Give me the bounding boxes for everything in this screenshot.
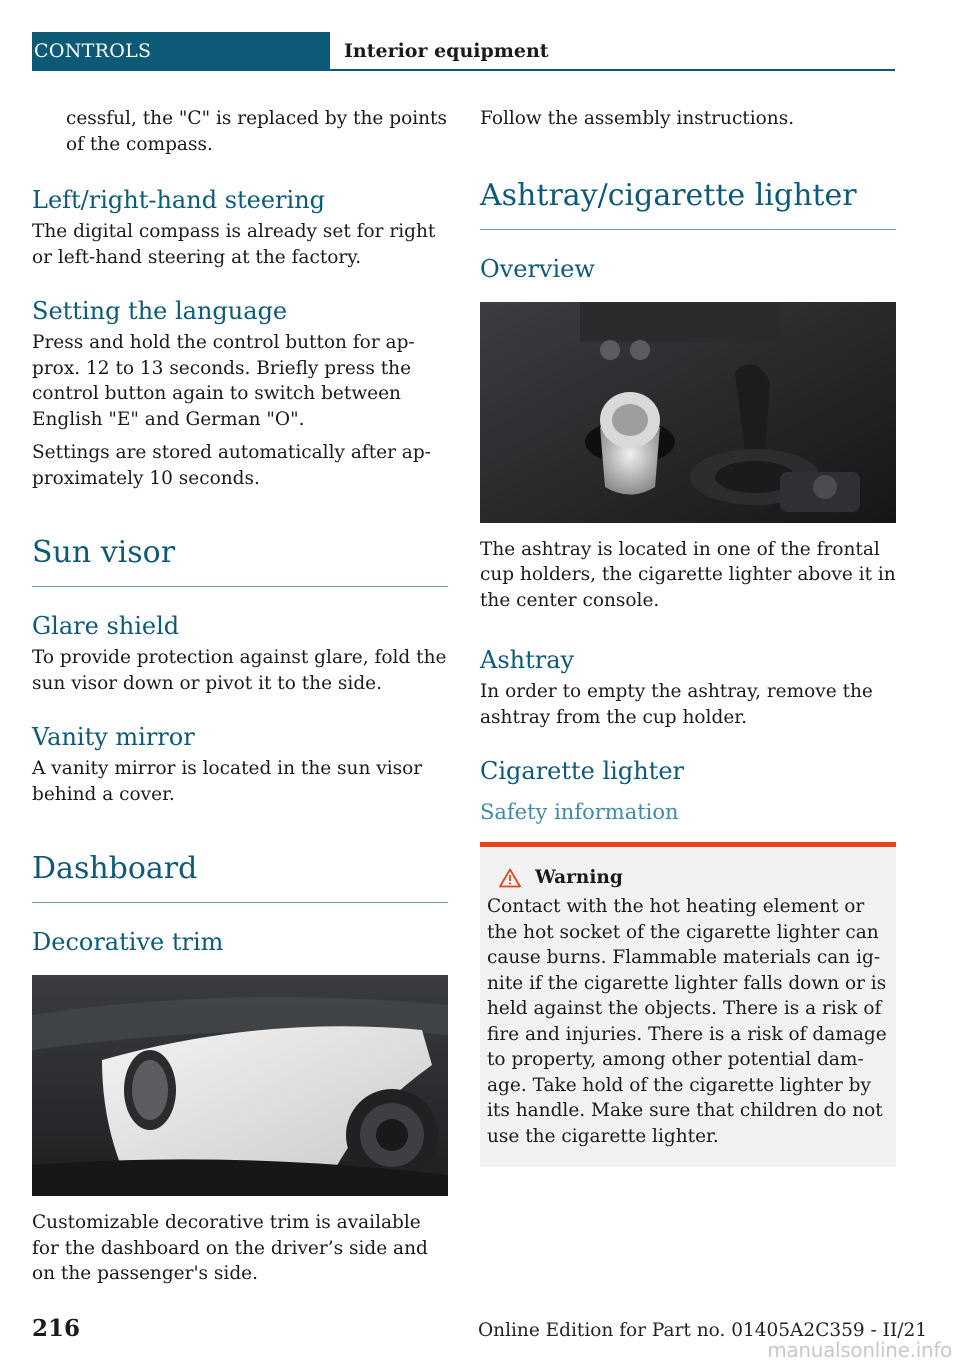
ashtray-heading: Ashtray	[480, 646, 575, 674]
warning-text: Contact with the hot heating element or the hot socket of the cigarette lighter can cause burns. Flammable materials can ig‐ nite if the cigarette lighter falls down or is held against the objects. There is a risk of fire and injuries. There is a risk of damage to property, among other potential dam‐ age. Take hold of the cigarette lighter by its handle. Make sure that children do not use the cigarette lighter.	[487, 896, 887, 1147]
language-heading: Setting the language	[32, 297, 288, 325]
intro-paragraph: cessful, the "C" is replaced by the points of the compass.	[66, 108, 447, 155]
steering-heading: Left/right-hand steering	[32, 186, 326, 214]
vanity-paragraph: A vanity mirror is located in the sun visor behind a cover.	[32, 758, 423, 805]
sunvisor-heading: Sun visor	[32, 535, 448, 587]
warning-header	[487, 867, 888, 888]
warning-box	[480, 842, 896, 1167]
ashtray-paragraph: In order to empty the ashtray, remove the ashtray from the cup holder.	[480, 681, 873, 728]
ashtray-lighter-heading: Ashtray/cigarette lighter	[480, 178, 896, 230]
steering-paragraph: The digital compass is already set for right or left-hand steering at the factory.	[32, 221, 436, 268]
trim-paragraph: Customizable decorative trim is available for the dashboard on the driver’s side and on the passenger's side.	[32, 1212, 428, 1284]
watermark: manualsonline.info	[767, 1338, 952, 1362]
left-column	[32, 106, 448, 1287]
overview-heading: Overview	[480, 254, 595, 283]
edition-footer: Online Edition for Part no. 01405A2C359 - II/21	[478, 1320, 928, 1341]
glare-heading: Glare shield	[32, 612, 180, 640]
warning-triangle-icon	[499, 868, 521, 888]
vanity-heading: Vanity mirror	[32, 723, 195, 751]
overview-paragraph: The ashtray is located in one of the frontal cup holders, the cigarette lighter above it in the center console.	[480, 538, 896, 611]
header-rule	[32, 69, 895, 71]
glare-paragraph: To provide protection against glare, fold the sun visor down or pivot it to the side.	[32, 647, 447, 694]
trim-heading: Decorative trim	[32, 928, 224, 956]
chapter-title: Interior equipment	[344, 40, 549, 62]
ashtray-photo	[480, 302, 896, 523]
assembly-paragraph: Follow the assembly instructions.	[480, 108, 795, 129]
dashboard-illustration	[32, 975, 448, 1196]
language-paragraph-2: Settings are stored automatically after ap‐ proximately 10 seconds.	[32, 442, 431, 489]
dashboard-heading: Dashboard	[32, 851, 448, 903]
decorative-trim-photo	[32, 975, 448, 1196]
safety-heading: Safety information	[480, 800, 679, 824]
language-paragraph: Press and hold the control button for ap‐ prox. 12 to 13 seconds. Briefly press the control button again to switch between English "E" and German "O".	[32, 332, 415, 430]
page-header	[32, 32, 895, 71]
ashtray-illustration	[480, 302, 896, 523]
page-number: 216	[32, 1315, 81, 1342]
section-tab: CONTROLS	[32, 32, 330, 71]
warning-label: Warning	[535, 867, 623, 888]
right-column	[480, 106, 896, 1167]
lighter-heading: Cigarette lighter	[480, 757, 684, 785]
